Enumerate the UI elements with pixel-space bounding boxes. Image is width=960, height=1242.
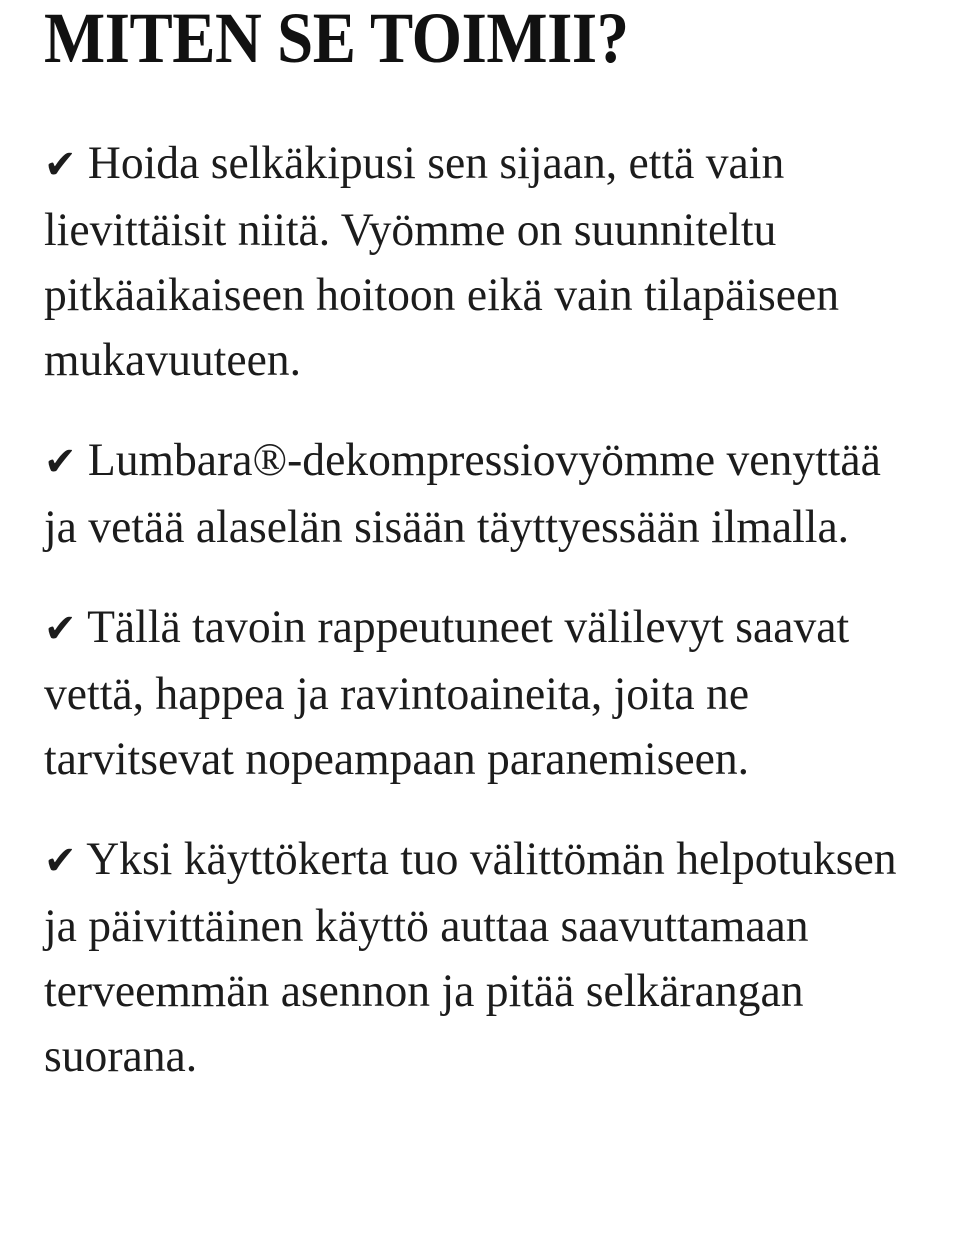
benefit-list [44,131,928,1089]
benefit-text: Hoida selkäkipusi sen sijaan, että vain lievittäisit niitä. Vyömme on suunniteltu pitkäaikaiseen hoitoon eikä vain tilapäiseen mukavuuteen. [44,137,840,387]
benefit-text: Tällä tavoin rappeutuneet välilevyt saavat vettä, happea ja ravintoaineita, joita ne tarvitsevat nopeampaan paranemiseen. [44,601,850,786]
check-mark-icon: ✔ [44,838,77,885]
benefit-text: Yksi käyttökerta tuo välittömän helpotuksen ja päivittäinen käyttö auttaa saavuttamaan terveemmän asennon ja pitää selkärangan suorana. [44,833,897,1083]
check-mark-icon: ✔ [44,606,77,653]
check-mark-icon: ✔ [44,142,77,189]
benefit-list-item [44,595,901,792]
check-mark-icon: ✔ [44,439,77,486]
benefit-text: Lumbara®-dekompressiovyömme venyttää ja vetää alaselän sisään täyttyessään ilmalla. [44,434,881,554]
benefit-list-item [44,131,901,393]
benefit-list-item [44,428,901,560]
benefit-list-item [44,827,901,1089]
page-title: MITEN SE TOIMII? [44,0,629,78]
